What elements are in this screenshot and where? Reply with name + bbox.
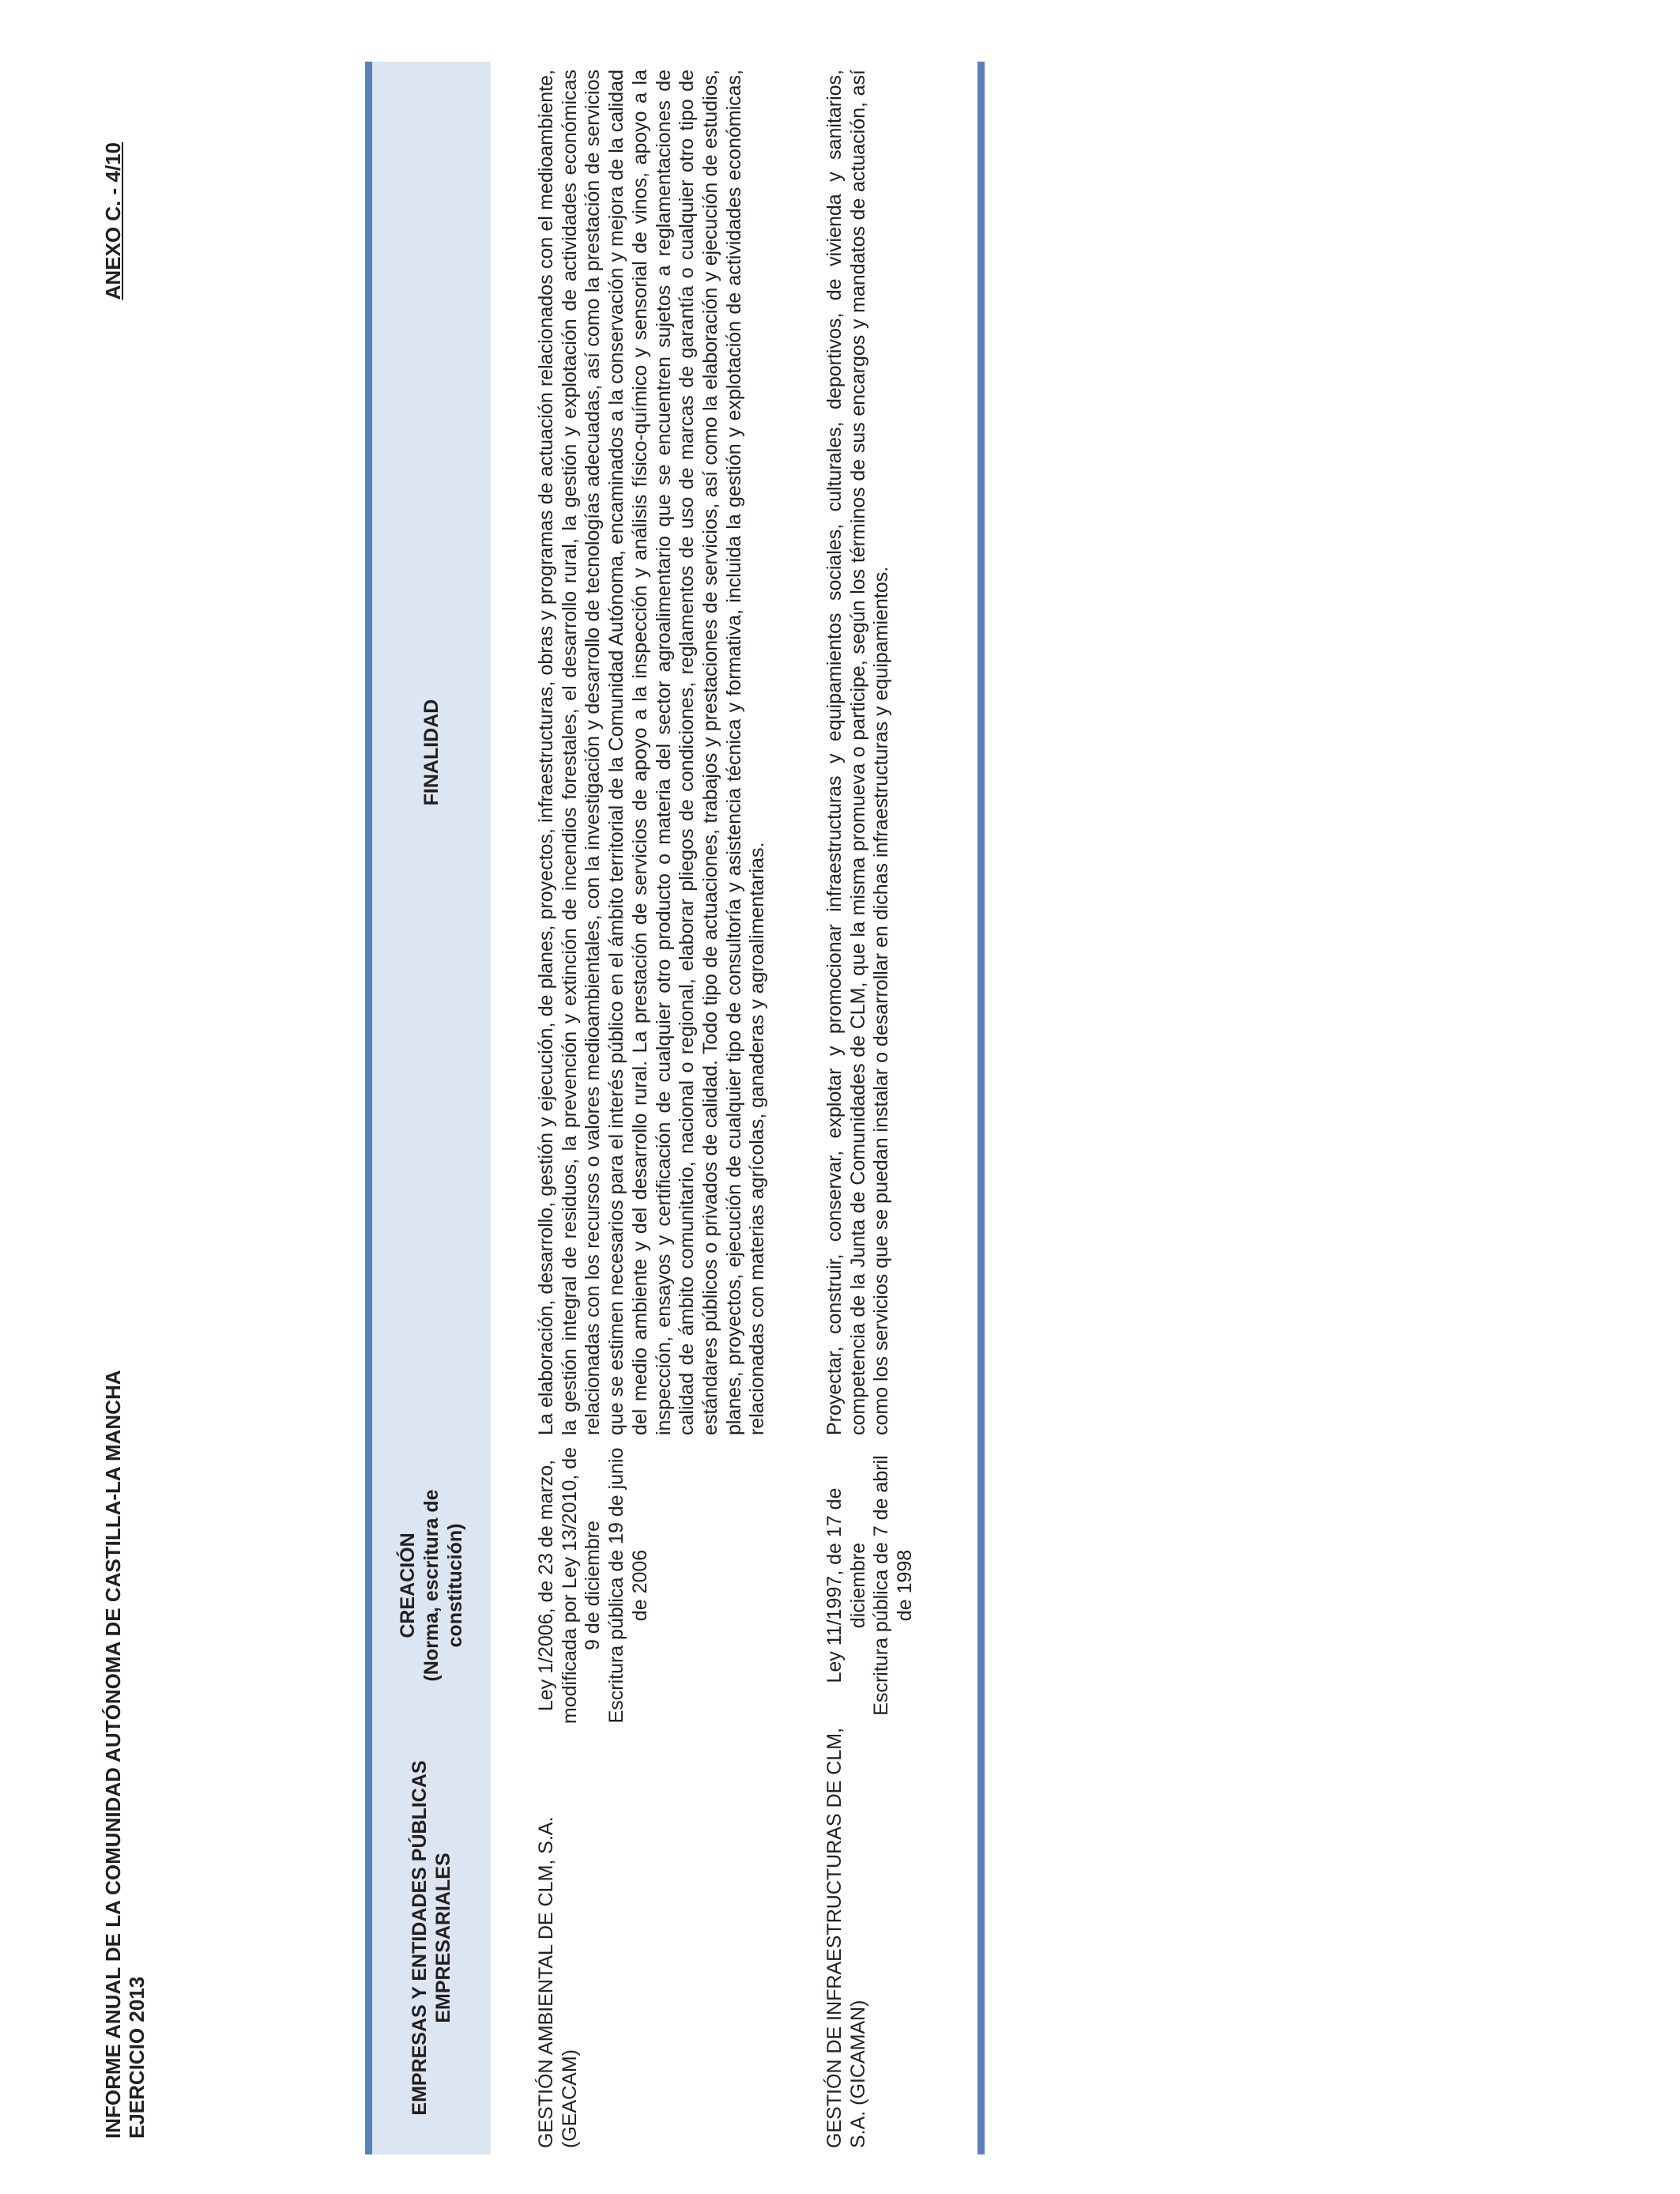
column-header-entity: EMPRESAS Y ENTIDADES PÚBLICAS EMPRESARIALES — [409, 1760, 454, 2116]
report-header — [101, 1370, 149, 2139]
creation-norm: Ley 1/2006, de 23 de marzo, modificada por Ley 13/2010, de 9 de diciembre Escritura pública de 19 de junio de 2006 — [535, 1446, 651, 1725]
column-header-purpose: FINALIDAD — [420, 699, 443, 806]
purpose-text: Proyectar, construir, conservar, explotar y promocionar infraestructuras y equipamientos sociales, culturales, deportivos, de vivienda y sanitarios, competencia de la Junta de Comunidades de CLM, que la misma promueva o participe, según los términos de sus encargos y mandatos de actuación, así como los servicios que se puedan instalar o desarrollar en dichas infraestructuras y equipamientos. — [823, 70, 893, 1435]
table-bottom-rule — [977, 62, 985, 2154]
purpose-text: La elaboración, desarrollo, gestión y ejecución, de planes, proyectos, infraestructuras, obras y programas de actuación relacionados con el medioambiente, la gestión integral de residuos, la prevención y extinción de incendios forestales, el desarrollo rural, la gestión y explotación de actividades económicas relacionadas con los recursos o valores medioambientales, con la investigación y desarrollo de tecnologías adecuadas, así como la prestación de servicios que se estimen necesarios para el interés público en el ámbito territorial de la Comunidad Autónoma, encaminados a la conservación y mejora de la calidad del medio ambiente y del desarrollo rural. La prestación de servicios de apoyo a la inspección y análisis físico-químico y sensorial de vinos, apoyo a la inspección, ensayos y certificación de cualquier otro producto o materia del sector agroalimentario que se encuentren sujetos a reglamentaciones de calidad de ámbito comunitario, nacional o regional, elaborar pliegos de condiciones, reglamentos de uso de marcas de garantía o cualquier otro tipo de estándares públicos o privados de calidad. Todo tipo de actuaciones, trabajos y prestaciones de servicios, así como la elaboración y ejecución de estudios, planes, proyectos, ejecución de cualquier tipo de consultoría y asistencia técnica y formativa, incluida la gestión y explotación de actividades económicas, relacionadas con materias agrícolas, ganaderas y agroalimentarias. — [535, 70, 769, 1435]
entities-table — [365, 62, 985, 2154]
table-row — [823, 62, 917, 2154]
creation-norm: Ley 11/1997, de 17 de diciembre Escritura pública de 7 de abril de 1998 — [823, 1455, 917, 1716]
report-year: EJERCICIO 2013 — [125, 1976, 149, 2139]
table-header — [372, 62, 491, 2154]
annex-label: ANEXO C. - 4/10 — [101, 142, 125, 300]
report-title: INFORME ANUAL DE LA COMUNIDAD AUTÓNOMA DE CASTILLA-LA MANCHA — [101, 1370, 125, 2139]
column-header-creation: CREACIÓN (Norma, escritura de constitución) — [397, 1489, 466, 1682]
table-row — [535, 62, 770, 2154]
entity-name: GESTIÓN DE INFRAESTRUCTURAS DE CLM, S.A. (GICAMAN) — [823, 1728, 869, 2148]
entity-name: GESTIÓN AMBIENTAL DE CLM, S.A. (GEACAM) — [535, 1816, 581, 2148]
table-top-rule — [365, 62, 372, 2154]
